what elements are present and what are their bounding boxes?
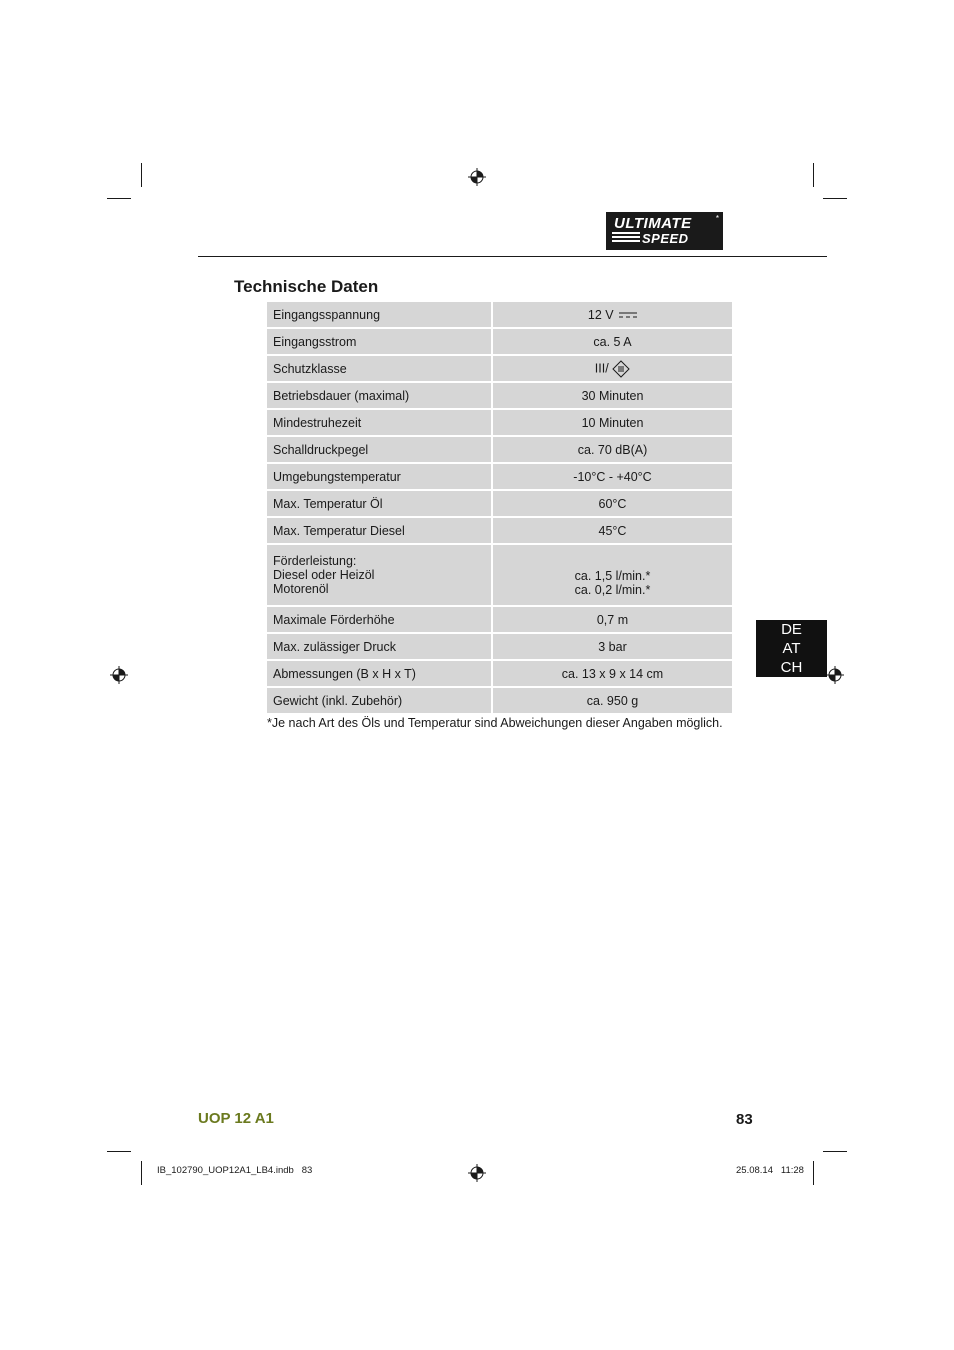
table-row [267, 518, 732, 545]
spec-table [267, 302, 732, 715]
protection-class-iii-icon [612, 360, 630, 378]
spec-label: Max. Temperatur Öl [267, 491, 493, 518]
table-row [267, 464, 732, 491]
spec-value: ca. 13 x 9 x 14 cm [493, 661, 732, 688]
spec-label: Schalldruckpegel [267, 437, 493, 464]
print-slug-datetime: 25.08.14 11:28 [736, 1165, 804, 1176]
table-row [267, 329, 732, 356]
spec-label: Schutzklasse [267, 356, 493, 383]
spec-label: Maximale Förderhöhe [267, 607, 493, 634]
spec-value: ca. 950 g [493, 688, 732, 715]
table-row [267, 607, 732, 634]
crop-mark [107, 1151, 131, 1152]
table-row [267, 661, 732, 688]
spec-label: Eingangsspannung [267, 302, 493, 329]
spec-value: 45°C [493, 518, 732, 545]
spec-label: Eingangsstrom [267, 329, 493, 356]
spec-value-line: ca. 1,5 l/min.* [574, 568, 651, 583]
crop-mark [823, 198, 847, 199]
logo-stripes [612, 232, 640, 244]
table-row [267, 302, 732, 329]
spec-label [267, 545, 493, 607]
table-row [267, 410, 732, 437]
spec-label-line: Motorenöl [273, 582, 329, 596]
spec-label: Umgebungstemperatur [267, 464, 493, 491]
registration-mark-icon [826, 666, 844, 684]
logo-mark: * [715, 214, 719, 223]
page-number: 83 [736, 1111, 753, 1128]
brand-logo [606, 212, 723, 250]
registration-mark-icon [110, 666, 128, 684]
crop-mark [141, 1161, 142, 1185]
spec-value: 0,7 m [493, 607, 732, 634]
spec-value-text: 12 V [587, 307, 614, 322]
spec-value: 30 Minuten [493, 383, 732, 410]
language-code: CH [780, 659, 803, 676]
crop-mark [141, 163, 142, 187]
logo-line2: SPEED [642, 231, 689, 246]
table-row [267, 688, 732, 715]
crop-mark [107, 198, 131, 199]
spec-label-line: Förderleistung: [273, 554, 357, 568]
crop-mark [813, 1161, 814, 1185]
spec-value [493, 545, 732, 607]
page-title: Technische Daten [234, 277, 379, 296]
spec-label: Max. Temperatur Diesel [267, 518, 493, 545]
table-row [267, 491, 732, 518]
table-row [267, 356, 732, 383]
print-slug-file: IB_102790_UOP12A1_LB4.indb 83 [157, 1165, 313, 1176]
spec-value-text: III/ [594, 360, 609, 375]
table-row [267, 545, 732, 607]
direct-current-icon [619, 311, 637, 319]
spec-value [493, 356, 732, 383]
spec-label: Gewicht (inkl. Zubehör) [267, 688, 493, 715]
spec-value: 10 Minuten [493, 410, 732, 437]
language-tab [756, 620, 827, 677]
spec-value: 60°C [493, 491, 732, 518]
table-row [267, 634, 732, 661]
table-row [267, 437, 732, 464]
registration-mark-icon [468, 1164, 486, 1182]
logo-line1: ULTIMATE [614, 215, 692, 232]
registration-mark-icon [468, 168, 486, 186]
spec-label: Mindestruhezeit [267, 410, 493, 437]
crop-mark [823, 1151, 847, 1152]
spec-label: Betriebsdauer (maximal) [267, 383, 493, 410]
spec-value [493, 302, 732, 329]
spec-value: ca. 5 A [493, 329, 732, 356]
model-name: UOP 12 A1 [198, 1110, 274, 1127]
language-code: AT [782, 640, 801, 657]
language-code: DE [781, 621, 802, 638]
spec-value-line [499, 554, 726, 569]
footnote: *Je nach Art des Öls und Temperatur sind Abweichungen dieser Angaben möglich. [267, 716, 723, 730]
spec-label: Abmessungen (B x H x T) [267, 661, 493, 688]
spec-value-line: ca. 0,2 l/min.* [574, 582, 651, 597]
spec-value: ca. 70 dB(A) [493, 437, 732, 464]
crop-mark [813, 163, 814, 187]
spec-label: Max. zulässiger Druck [267, 634, 493, 661]
spec-value: 3 bar [493, 634, 732, 661]
header-rule [198, 256, 827, 257]
spec-value: -10°C - +40°C [493, 464, 732, 491]
spec-label-line: Diesel oder Heizöl [273, 568, 375, 582]
table-row [267, 383, 732, 410]
